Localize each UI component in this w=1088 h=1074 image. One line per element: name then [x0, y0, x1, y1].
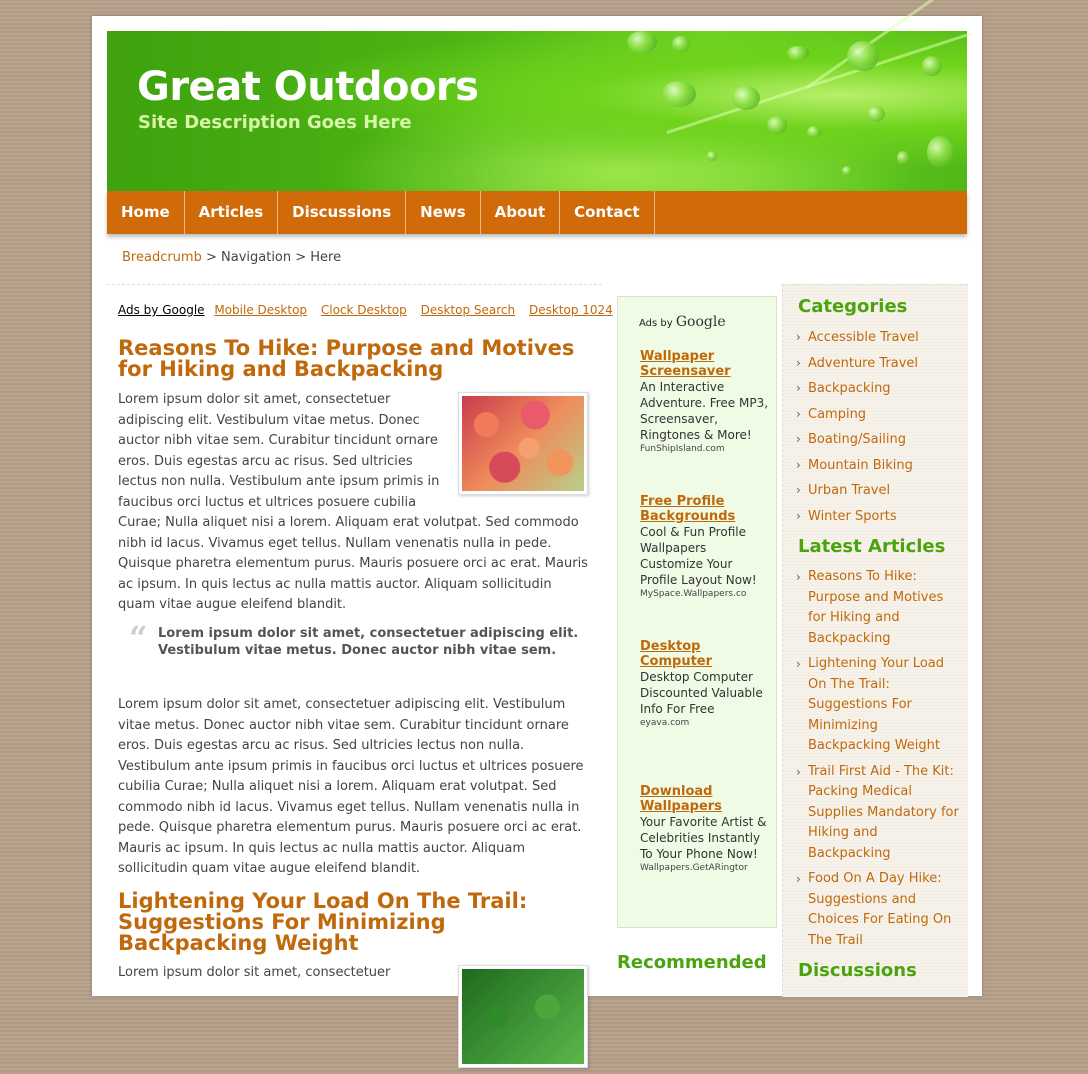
- ad-title-link[interactable]: Wallpaper Screensaver: [640, 349, 731, 379]
- post-body: [118, 963, 588, 1074]
- ad-unit: [640, 784, 770, 874]
- google-ads-column: [617, 296, 777, 928]
- ad-url[interactable]: Wallpapers.GetARingtor: [640, 863, 748, 873]
- water-drop-decoration: [767, 116, 787, 134]
- water-drop-decoration: [707, 151, 717, 161]
- post-blockquote: [118, 619, 588, 659]
- latest-article-link[interactable]: › Food On A Day Hike: Suggestions and Choices For Eating On The Trail: [796, 869, 961, 951]
- post-body: [118, 390, 588, 616]
- water-drop-decoration: [807, 126, 821, 138]
- category-link[interactable]: › Boating/Sailing: [796, 431, 961, 457]
- main-content: [107, 284, 613, 997]
- page-container: [92, 16, 982, 996]
- right-sidebar: [782, 284, 968, 997]
- water-drop-decoration: [847, 41, 879, 71]
- nav-home[interactable]: Home: [107, 191, 185, 234]
- leaf-vein-decoration: [667, 32, 972, 134]
- water-drop-decoration: [867, 106, 885, 122]
- breadcrumb: [122, 250, 341, 265]
- category-link[interactable]: › Accessible Travel: [796, 329, 961, 355]
- latest-article-link[interactable]: › Reasons To Hike: Purpose and Motives for Hiking and Backpacking: [796, 567, 961, 649]
- ads-by-google-link[interactable]: Ads by Google: [118, 303, 205, 317]
- nav-news[interactable]: News: [406, 191, 481, 234]
- category-link[interactable]: › Adventure Travel: [796, 355, 961, 381]
- post-paragraph: Lorem ipsum dolor sit amet, consectetuer adipiscing elit. Vestibulum vitae metus. Donec auctor nibh vitae sem. Curabitur tincidunt ornare eros. Duis egestas arcu ac risus. Sed ultricies lectus non nulla. Vestibulum ante ipsum primis in faucibus orci luctus et ultrices posuere cubilia Curae; Nulla aliquet nisi a lorem. Aliquam erat volutpat. Sed commodo nibh id lacus. Vivamus eget tellus. Nullam venenatis nulla in pede. Quisque pharetra elementum purus. Mauris posuere orci ac erat. Mauris ac ipsum. In quis lectus ac nulla mattis auctor. Aliquam sollicitudin quam vitae augue eleifend blandit.: [118, 392, 588, 612]
- water-drop-decoration: [662, 81, 696, 107]
- water-drop-decoration: [732, 86, 760, 110]
- ad-text: Desktop Computer Discounted Valuable Info For Free: [640, 670, 763, 716]
- water-drop-decoration: [627, 31, 657, 53]
- ad-link[interactable]: Mobile Desktop: [214, 303, 308, 317]
- ad-text: Your Favorite Artist & Celebrities Instantly To Your Phone Now!: [640, 815, 767, 861]
- category-link[interactable]: › Camping: [796, 406, 961, 432]
- greenery-image: [462, 969, 584, 1064]
- water-drop-decoration: [787, 46, 809, 60]
- ad-title-link[interactable]: Free Profile Backgrounds: [640, 494, 736, 524]
- discussions-heading: Discussions: [798, 960, 917, 981]
- post-thumbnail[interactable]: [458, 965, 588, 1068]
- categories-heading: Categories: [798, 296, 908, 317]
- ad-link[interactable]: Desktop Search: [420, 303, 516, 317]
- category-link[interactable]: › Urban Travel: [796, 482, 961, 508]
- ad-unit: [640, 349, 770, 455]
- quote-icon: “: [129, 619, 148, 657]
- ad-text: Cool & Fun Profile Wallpapers Customize Your Profile Layout Now!: [640, 525, 757, 587]
- ad-url[interactable]: MySpace.Wallpapers.co: [640, 589, 747, 599]
- nav-about[interactable]: About: [481, 191, 561, 234]
- water-drop-decoration: [842, 166, 852, 176]
- ad-link[interactable]: Clock Desktop: [320, 303, 407, 317]
- post-paragraph: Lorem ipsum dolor sit amet, consectetuer: [118, 965, 391, 980]
- nav-articles[interactable]: Articles: [185, 191, 278, 234]
- post-title[interactable]: Lightening Your Load On The Trail: Suggestions For Minimizing Backpacking Weight: [118, 889, 528, 955]
- water-drop-decoration: [672, 36, 690, 52]
- water-drop-decoration: [927, 136, 953, 168]
- ad-title-link[interactable]: Download Wallpapers: [640, 784, 722, 814]
- categories-list: [796, 329, 961, 533]
- nav-contact[interactable]: Contact: [560, 191, 654, 234]
- ad-link[interactable]: Desktop 1024: [528, 303, 613, 317]
- water-drop-decoration: [897, 151, 909, 165]
- ads-by-google-label: Ads by Google: [639, 314, 726, 330]
- ad-unit: [640, 639, 770, 729]
- site-description: Site Description Goes Here: [138, 112, 412, 133]
- latest-article-link[interactable]: › Lightening Your Load On The Trail: Suggestions For Minimizing Backpacking Weight: [796, 654, 961, 757]
- post-thumbnail[interactable]: [458, 392, 588, 495]
- latest-articles-list: [796, 567, 961, 956]
- post-title[interactable]: Reasons To Hike: Purpose and Motives for Hiking and Backpacking: [118, 336, 575, 381]
- latest-articles-heading: Latest Articles: [798, 536, 946, 557]
- ads-link-bar: [118, 303, 623, 317]
- main-nav: [107, 191, 967, 234]
- nav-discussions[interactable]: Discussions: [278, 191, 406, 234]
- autumn-leaves-image: [462, 396, 584, 491]
- category-link[interactable]: › Mountain Biking: [796, 457, 961, 483]
- category-link[interactable]: › Winter Sports: [796, 508, 961, 534]
- ad-text: An Interactive Adventure. Free MP3, Screensaver, Ringtones & More!: [640, 380, 769, 442]
- quote-text: Lorem ipsum dolor sit amet, consectetuer adipiscing elit. Vestibulum vitae metus. Donec auctor nibh vitae sem.: [158, 626, 579, 658]
- recommended-heading: Recommended: [617, 952, 767, 973]
- site-header-banner: [107, 31, 967, 191]
- site-title[interactable]: Great Outdoors: [137, 64, 479, 110]
- water-drop-decoration: [922, 56, 942, 76]
- breadcrumb-trail: > Navigation > Here: [201, 250, 342, 265]
- ad-unit: [640, 494, 770, 600]
- ad-title-link[interactable]: Desktop Computer: [640, 639, 713, 669]
- category-link[interactable]: › Backpacking: [796, 380, 961, 406]
- ad-url[interactable]: FunShipIsland.com: [640, 444, 725, 454]
- latest-article-link[interactable]: › Trail First Aid - The Kit: Packing Medical Supplies Mandatory for Hiking and Backpacking: [796, 762, 961, 865]
- post-paragraph: Lorem ipsum dolor sit amet, consectetuer adipiscing elit. Vestibulum vitae metus. Donec auctor nibh vitae sem. Curabitur tincidunt ornare eros. Duis egestas arcu ac risus. Sed ultricies lectus non nulla. Vestibulum ante ipsum primis in faucibus orci luctus et ultrices posuere cubilia Curae; Nulla aliquet nisi a lorem. Aliquam erat volutpat. Sed commodo nibh id lacus. Vivamus eget tellus. Nullam venenatis nulla in pede. Quisque pharetra elementum purus. Mauris posuere orci ac erat. Mauris ac ipsum. In quis lectus ac nulla mattis auctor. Aliquam sollicitudin quam vitae augue eleifend blandit.: [118, 697, 584, 876]
- ad-url[interactable]: eyava.com: [640, 718, 690, 728]
- breadcrumb-link[interactable]: Breadcrumb: [122, 250, 202, 265]
